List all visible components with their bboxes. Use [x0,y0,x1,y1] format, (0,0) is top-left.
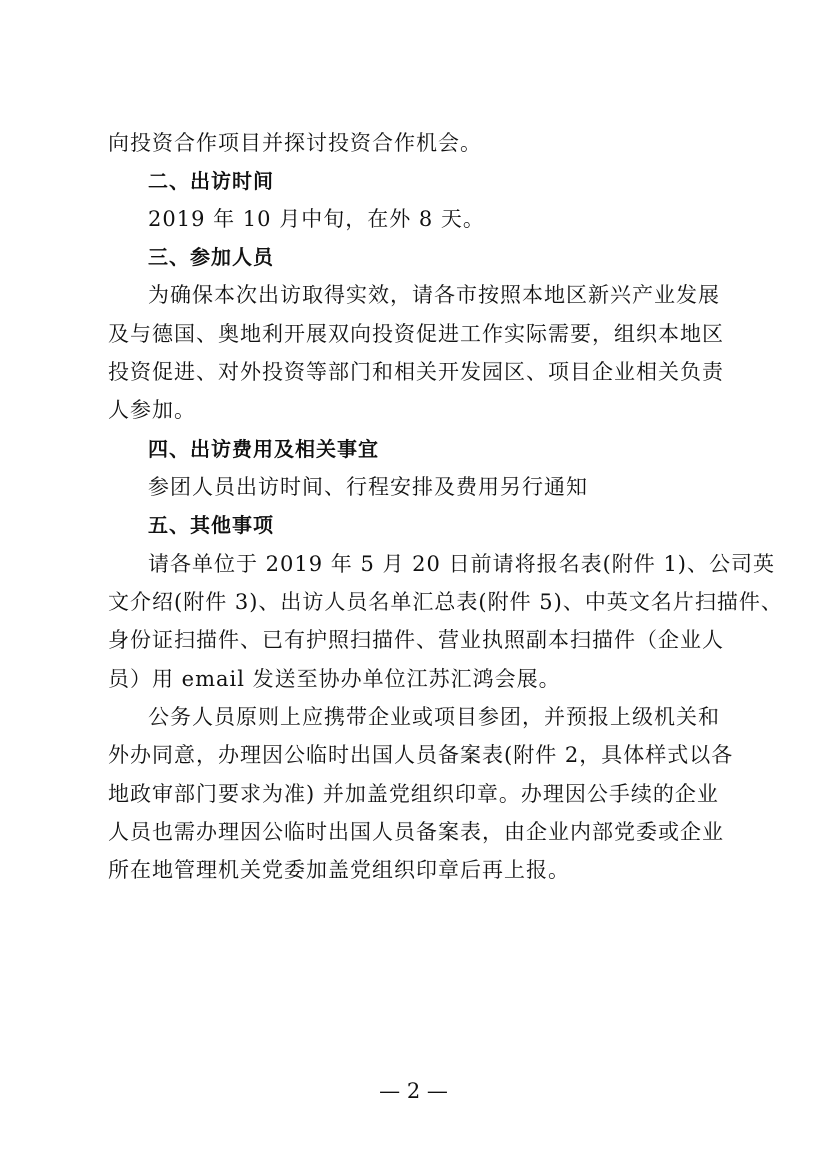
body-line: 投资促进、对外投资等部门和相关开发园区、项目企业相关负责 [108,360,724,384]
body-line: 向投资合作项目并探讨投资合作机会。 [108,131,482,155]
body-line: 员）用 email 发送至协办单位江苏汇鸿会展。 [108,667,561,691]
body-line: 身份证扫描件、已有护照扫描件、营业执照副本扫描件（企业人 [108,628,724,652]
section-heading: 五、其他事项 [148,513,274,537]
body-line: 外办同意，办理因公临时出国人员备案表(附件 2，具体样式以各 [108,743,734,767]
body-line: 文介绍(附件 3)、出访人员名单汇总表(附件 5)、中英文名片扫描件、 [108,590,783,614]
body-line: 人员也需办理因公临时出国人员备案表，由企业内部党委或企业 [108,820,724,844]
body-line: 所在地管理机关党委加盖党组织印章后再上报。 [108,858,570,882]
section-heading: 三、参加人员 [148,245,274,269]
body-line: 为确保本次出访取得实效，请各市按照本地区新兴产业发展 [148,283,720,307]
page-number: — 2 — [379,1079,448,1103]
body-line: 公务人员原则上应携带企业或项目参团，并预报上级机关和 [148,705,720,729]
body-line: 2019 年 10 月中旬，在外 8 天。 [148,207,485,231]
section-heading: 二、出访时间 [148,169,274,193]
body-line: 及与德国、奥地利开展双向投资促进工作实际需要，组织本地区 [108,322,724,346]
body-line: 参团人员出访时间、行程安排及费用另行通知 [148,475,588,499]
section-heading: 四、出访费用及相关事宜 [148,437,379,461]
body-line: 地政审部门要求为准) 并加盖党组织印章。办理因公手续的企业 [108,782,719,806]
body-line: 请各单位于 2019 年 5 月 20 日前请将报名表(附件 1)、公司英 [148,552,775,576]
body-line: 人参加。 [108,398,196,422]
